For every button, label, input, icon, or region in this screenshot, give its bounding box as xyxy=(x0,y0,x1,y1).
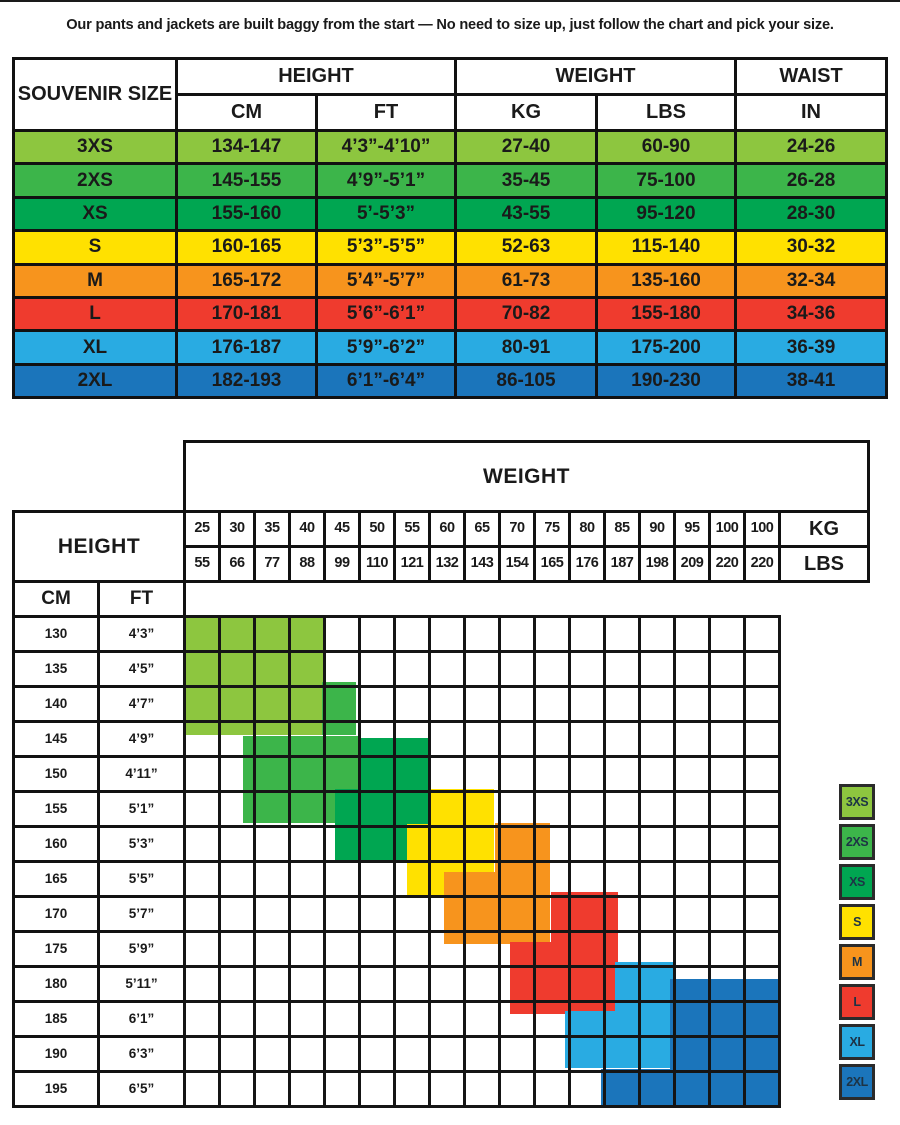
ft-value: 4’7” xyxy=(100,688,183,720)
legend-item-xs: XS xyxy=(839,864,875,900)
top-divider xyxy=(0,0,900,2)
ft-value: 5’3” xyxy=(100,828,183,860)
table-cell: 190-230 xyxy=(598,366,734,396)
table-cell: 5’-5’3” xyxy=(318,199,454,229)
table-cell: 36-39 xyxy=(737,332,885,362)
table-cell: 28-30 xyxy=(737,199,885,229)
table-cell: 80-91 xyxy=(457,332,595,362)
weight-tick-grid xyxy=(183,510,781,583)
size-zone-grid xyxy=(183,615,781,1108)
cm-value: 165 xyxy=(15,863,97,895)
legend-item-2xl: 2XL xyxy=(839,1064,875,1100)
lbs-value: 77 xyxy=(256,548,288,580)
ft-value: 4’11” xyxy=(100,758,183,790)
size-table-header-height: HEIGHT xyxy=(178,60,454,93)
table-cell: 170-181 xyxy=(178,299,315,329)
kg-value: 95 xyxy=(676,513,708,545)
cm-value: 195 xyxy=(15,1073,97,1105)
size-cell-xs: XS xyxy=(15,199,175,229)
table-cell: 145-155 xyxy=(178,165,315,195)
ft-value: 5’9” xyxy=(100,933,183,965)
kg-value: 70 xyxy=(501,513,533,545)
size-cell-2xl: 2XL xyxy=(15,366,175,396)
table-cell: 115-140 xyxy=(598,232,734,262)
cm-value: 180 xyxy=(15,968,97,1000)
lbs-value: 220 xyxy=(711,548,743,580)
size-legend xyxy=(839,784,879,1104)
legend-item-2xs: 2XS xyxy=(839,824,875,860)
weight-unit-labels xyxy=(778,510,870,583)
ft-value: 4’3” xyxy=(100,618,183,650)
lbs-value: 55 xyxy=(186,548,218,580)
table-cell: 155-160 xyxy=(178,199,315,229)
table-cell: 27-40 xyxy=(457,132,595,162)
ft-value: 5’7” xyxy=(100,898,183,930)
legend-item-s: S xyxy=(839,904,875,940)
table-cell: 24-26 xyxy=(737,132,885,162)
table-cell: 134-147 xyxy=(178,132,315,162)
kg-value: 80 xyxy=(571,513,603,545)
lbs-value: 165 xyxy=(536,548,568,580)
table-cell: 4’3”-4’10” xyxy=(318,132,454,162)
table-cell: 5’9”-6’2” xyxy=(318,332,454,362)
table-cell: 6’1”-6’4” xyxy=(318,366,454,396)
kg-value: 55 xyxy=(396,513,428,545)
table-cell: 60-90 xyxy=(598,132,734,162)
kg-value: 85 xyxy=(606,513,638,545)
legend-item-m: M xyxy=(839,944,875,980)
size-table-header-souvenir-size: SOUVENIR SIZE xyxy=(15,60,175,129)
lbs-value: 66 xyxy=(221,548,253,580)
kg-value: 75 xyxy=(536,513,568,545)
cm-value: 190 xyxy=(15,1038,97,1070)
size-table-subheader-in: IN xyxy=(737,96,885,129)
lbs-value: 154 xyxy=(501,548,533,580)
size-table-subheader-kg: KG xyxy=(457,96,595,129)
kg-value: 35 xyxy=(256,513,288,545)
cm-value: 140 xyxy=(15,688,97,720)
size-cell-m: M xyxy=(15,266,175,296)
gridlines-overlay xyxy=(183,615,781,1108)
ft-value: 6’5” xyxy=(100,1073,183,1105)
lbs-value: 209 xyxy=(676,548,708,580)
size-cell-s: S xyxy=(15,232,175,262)
lbs-value: 121 xyxy=(396,548,428,580)
table-cell: 38-41 xyxy=(737,366,885,396)
kg-value: 30 xyxy=(221,513,253,545)
table-cell: 95-120 xyxy=(598,199,734,229)
cm-value: 150 xyxy=(15,758,97,790)
cm-value: 185 xyxy=(15,1003,97,1035)
kg-value: 40 xyxy=(291,513,323,545)
height-tick-grid xyxy=(12,580,186,1108)
cm-value: 145 xyxy=(15,723,97,755)
table-cell: 52-63 xyxy=(457,232,595,262)
size-cell-2xs: 2XS xyxy=(15,165,175,195)
table-cell: 35-45 xyxy=(457,165,595,195)
table-cell: 86-105 xyxy=(457,366,595,396)
lbs-value: 143 xyxy=(466,548,498,580)
table-cell: 5’3”-5’5” xyxy=(318,232,454,262)
ft-value: 4’5” xyxy=(100,653,183,685)
table-cell: 26-28 xyxy=(737,165,885,195)
kg-value: 65 xyxy=(466,513,498,545)
legend-item-xl: XL xyxy=(839,1024,875,1060)
kg-value: 50 xyxy=(361,513,393,545)
ft-value: 5’1” xyxy=(100,793,183,825)
page-title: Our pants and jackets are built baggy from the start — No need to size up, just follow the chart and pick your size. xyxy=(66,17,834,33)
size-cell-xl: XL xyxy=(15,332,175,362)
lbs-value: 110 xyxy=(361,548,393,580)
kg-value: 60 xyxy=(431,513,463,545)
kg-value: 25 xyxy=(186,513,218,545)
table-cell: 175-200 xyxy=(598,332,734,362)
cm-value: 175 xyxy=(15,933,97,965)
lbs-unit-label: LBS xyxy=(781,548,867,580)
cm-unit-label: CM xyxy=(15,583,97,615)
size-table-subheader-ft: FT xyxy=(318,96,454,129)
table-cell: 43-55 xyxy=(457,199,595,229)
table-cell: 32-34 xyxy=(737,266,885,296)
lbs-value: 88 xyxy=(291,548,323,580)
table-cell: 5’4”-5’7” xyxy=(318,266,454,296)
table-cell: 5’6”-6’1” xyxy=(318,299,454,329)
kg-unit-label: KG xyxy=(781,513,867,545)
table-cell: 135-160 xyxy=(598,266,734,296)
size-cell-3xs: 3XS xyxy=(15,132,175,162)
cm-value: 155 xyxy=(15,793,97,825)
size-table-header-weight: WEIGHT xyxy=(457,60,734,93)
table-cell: 176-187 xyxy=(178,332,315,362)
table-cell: 165-172 xyxy=(178,266,315,296)
ft-value: 4’9” xyxy=(100,723,183,755)
table-cell: 75-100 xyxy=(598,165,734,195)
lbs-value: 198 xyxy=(641,548,673,580)
lbs-value: 187 xyxy=(606,548,638,580)
ft-value: 6’1” xyxy=(100,1003,183,1035)
size-table-subheader-lbs: LBS xyxy=(598,96,734,129)
kg-value: 45 xyxy=(326,513,358,545)
cm-value: 135 xyxy=(15,653,97,685)
lbs-value: 132 xyxy=(431,548,463,580)
table-cell: 30-32 xyxy=(737,232,885,262)
lbs-value: 99 xyxy=(326,548,358,580)
weight-axis-title: WEIGHT xyxy=(183,440,870,513)
lbs-value: 220 xyxy=(746,548,778,580)
table-cell: 155-180 xyxy=(598,299,734,329)
ft-unit-label: FT xyxy=(100,583,183,615)
legend-item-l: L xyxy=(839,984,875,1020)
size-table-subheader-cm: CM xyxy=(178,96,315,129)
cm-value: 170 xyxy=(15,898,97,930)
ft-value: 6’3” xyxy=(100,1038,183,1070)
ft-value: 5’5” xyxy=(100,863,183,895)
table-cell: 4’9”-5’1” xyxy=(318,165,454,195)
ft-value: 5’11” xyxy=(100,968,183,1000)
table-cell: 160-165 xyxy=(178,232,315,262)
kg-value: 100 xyxy=(746,513,778,545)
table-cell: 61-73 xyxy=(457,266,595,296)
kg-value: 100 xyxy=(711,513,743,545)
cm-value: 160 xyxy=(15,828,97,860)
size-cell-l: L xyxy=(15,299,175,329)
table-cell: 34-36 xyxy=(737,299,885,329)
size-table-header-waist: WAIST xyxy=(737,60,885,93)
cm-value: 130 xyxy=(15,618,97,650)
height-axis-title: HEIGHT xyxy=(12,510,186,583)
kg-value: 90 xyxy=(641,513,673,545)
table-cell: 182-193 xyxy=(178,366,315,396)
lbs-value: 176 xyxy=(571,548,603,580)
table-cell: 70-82 xyxy=(457,299,595,329)
size-table xyxy=(12,57,888,399)
legend-item-3xs: 3XS xyxy=(839,784,875,820)
